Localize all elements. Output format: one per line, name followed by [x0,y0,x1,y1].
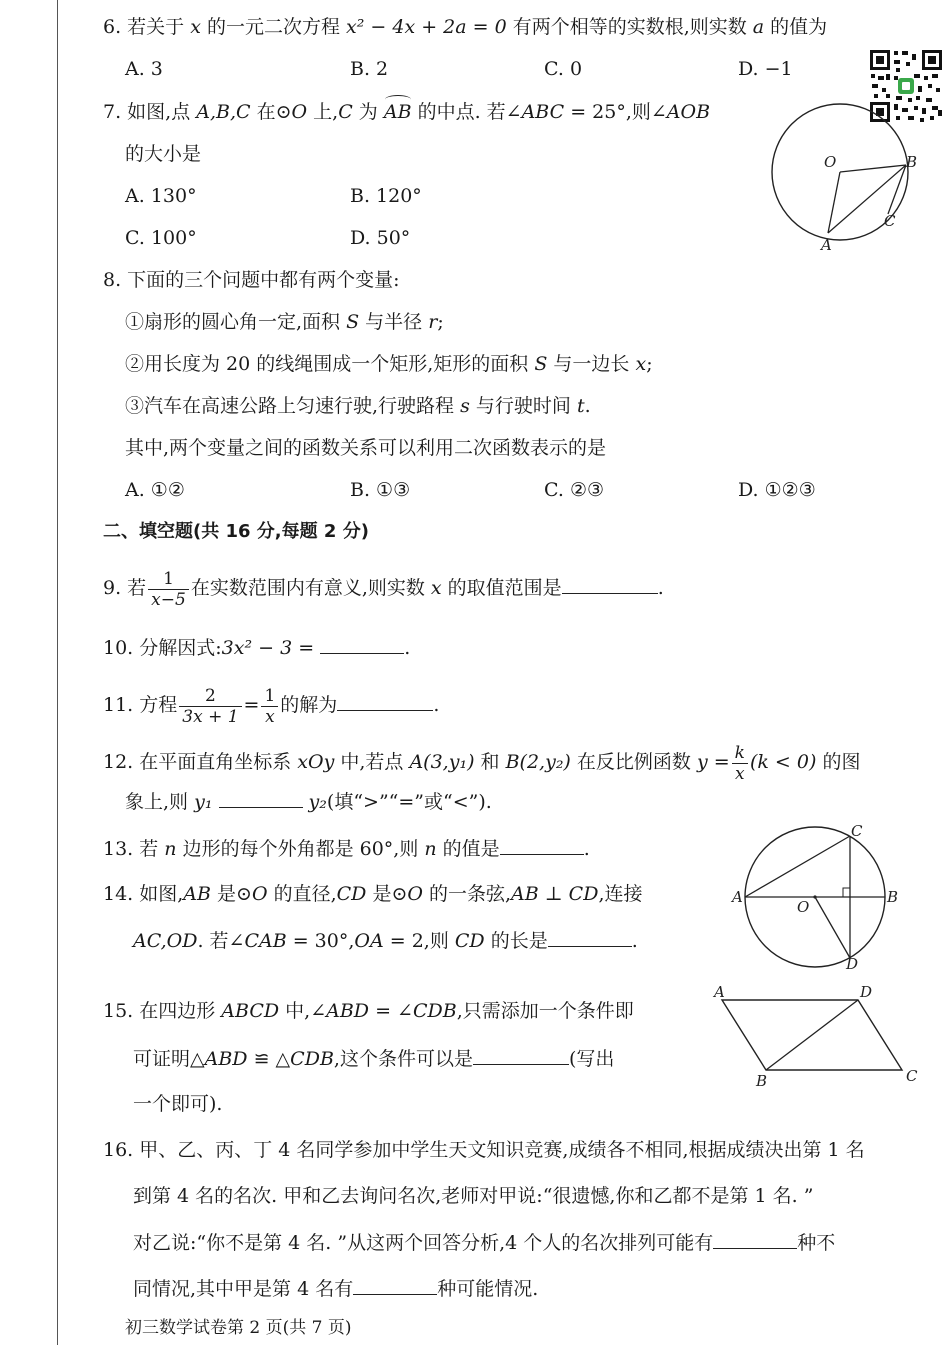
q11: 11. 方程 $\frac{2}{3x + 1}$ = $\frac{1}{x}$ 的解为 . [103,685,440,727]
q15-figure [708,978,928,1093]
q14-label-a: A [732,888,743,906]
q10-answer-blank[interactable] [320,635,404,654]
q7-option-d: D. 50° [350,227,411,249]
q15-line-2: 可证明△ABD ≌ △CDB,这个条件可以是 (写出 [133,1048,615,1070]
q14-label-c: C [851,822,863,840]
q7-stem-2: 的大小是 [125,143,202,165]
q9-answer-blank[interactable] [562,575,658,594]
q6-option-c: C. 0 [544,58,583,80]
q8-item-2: ②用长度为 20 的线绳围成一个矩形,矩形的面积 S 与一边长 x; [125,353,653,375]
q11-fraction-right: $\frac{1}{x}$ [261,686,278,727]
q16-answer-blank-2[interactable] [353,1276,437,1295]
q14-figure [725,820,905,975]
q6-option-b: B. 2 [350,58,389,80]
q13-answer-blank[interactable] [500,836,584,855]
q14-answer-blank[interactable] [548,928,632,947]
q12-line-2: 象上,则 y₁ y₂(填“>”“=”或“<”). [125,791,492,813]
q6-option-d: D. −1 [738,58,793,80]
q11-answer-blank[interactable] [337,692,433,711]
q15-line-1: 15. 在四边形 ABCD 中,∠ABD = ∠CDB,只需添加一个条件即 [103,1000,634,1022]
q11-fraction-left: $\frac{2}{3x + 1}$ [179,686,241,727]
q7-option-a: A. 130° [125,185,197,207]
q14-label-d: D [846,955,859,973]
q14-label-o: O [797,898,810,916]
q15-answer-blank[interactable] [473,1046,569,1065]
q15-line-3: 一个即可). [133,1093,223,1115]
q8-stem: 8. 下面的三个问题中都有两个变量: [103,269,400,291]
q14-line-2: AC,OD. 若∠CAB = 30°,OA = 2,则 CD 的长是 . [133,930,638,952]
q8-item-1: ①扇形的圆心角一定,面积 S 与半径 r; [125,311,444,333]
q8-item-3: ③汽车在高速公路上匀速行驶,行驶路程 s 与行驶时间 t. [125,395,591,417]
section-2-heading: 二、填空题(共 16 分,每题 2 分) [103,521,369,542]
q7-label-a: A [821,236,832,254]
margin-line [57,0,58,1345]
q9: 9. 若 $\frac{1}{x-5}$ 在实数范围内有意义,则实数 x 的取值范围是 . [103,568,664,610]
q12-answer-blank[interactable] [219,789,303,808]
q7-stem: 7. 如图,点 A,B,C 在⊙O 上,C 为 AB 的中点. 若∠ABC = 25°,则∠AOB [103,101,711,123]
q7-label-o: O [824,153,837,171]
q16-answer-blank-1[interactable] [713,1230,797,1249]
q8-option-a: A. ①② [125,479,185,501]
q16-line-1: 16. 甲、乙、丙、丁 4 名同学参加中学生天文知识竞赛,成绩各不相同,根据成绩决出第 1 名 [103,1139,865,1161]
q7-option-c: C. 100° [125,227,197,249]
q12-fraction: $\frac{k}{x}$ [732,743,748,784]
q6-option-a: A. 3 [125,58,163,80]
q15-label-b: B [756,1072,768,1090]
q14-label-b: B [887,888,899,906]
q7-figure [760,95,930,255]
q16-line-2: 到第 4 名的名次. 甲和乙去询问名次,老师对甲说:“很遗憾,你和乙都不是第 1 名. ” [133,1185,814,1207]
q15-label-a: A [714,983,725,1001]
q7-option-b: B. 120° [350,185,422,207]
q12-line-1: 12. 在平面直角坐标系 xOy 中,若点 A(3,y₁) 和 B(2,y₂) 在反比例函数 y = $\frac{k}{x}$ (k < 0) 的图 [103,742,861,784]
q7-arc-ab: AB [383,101,412,123]
q16-line-3: 对乙说:“你不是第 4 名. ”从这两个回答分析,4 个人的名次排列可能有 种不 [133,1232,836,1254]
q14-line-1: 14. 如图,AB 是⊙O 的直径,CD 是⊙O 的一条弦,AB ⊥ CD,连接 [103,883,643,905]
q7-label-b: B [906,153,918,171]
q9-fraction: $\frac{1}{x-5}$ [148,569,189,610]
q8-option-c: C. ②③ [544,479,605,501]
q15-label-c: C [906,1067,918,1085]
q15-label-d: D [860,983,873,1001]
q6-stem: 6. 若关于 x 的一元二次方程 x² − 4x + 2a = 0 有两个相等的实数根,则实数 a 的值为 [103,16,828,38]
page-footer: 初三数学试卷第 2 页(共 7 页) [125,1318,352,1338]
q7-label-c: C [884,212,896,230]
q8-option-b: B. ①③ [350,479,411,501]
q10: 10. 分解因式:3x² − 3 = . [103,637,411,659]
q13: 13. 若 n 边形的每个外角都是 60°,则 n 的值是 . [103,838,590,860]
q6-equation: x² − 4x + 2a = 0 [346,16,507,38]
q16-line-4: 同情况,其中甲是第 4 名有 种可能情况. [133,1278,539,1300]
q8-question: 其中,两个变量之间的函数关系可以利用二次函数表示的是 [125,437,607,459]
q8-option-d: D. ①②③ [738,479,816,501]
